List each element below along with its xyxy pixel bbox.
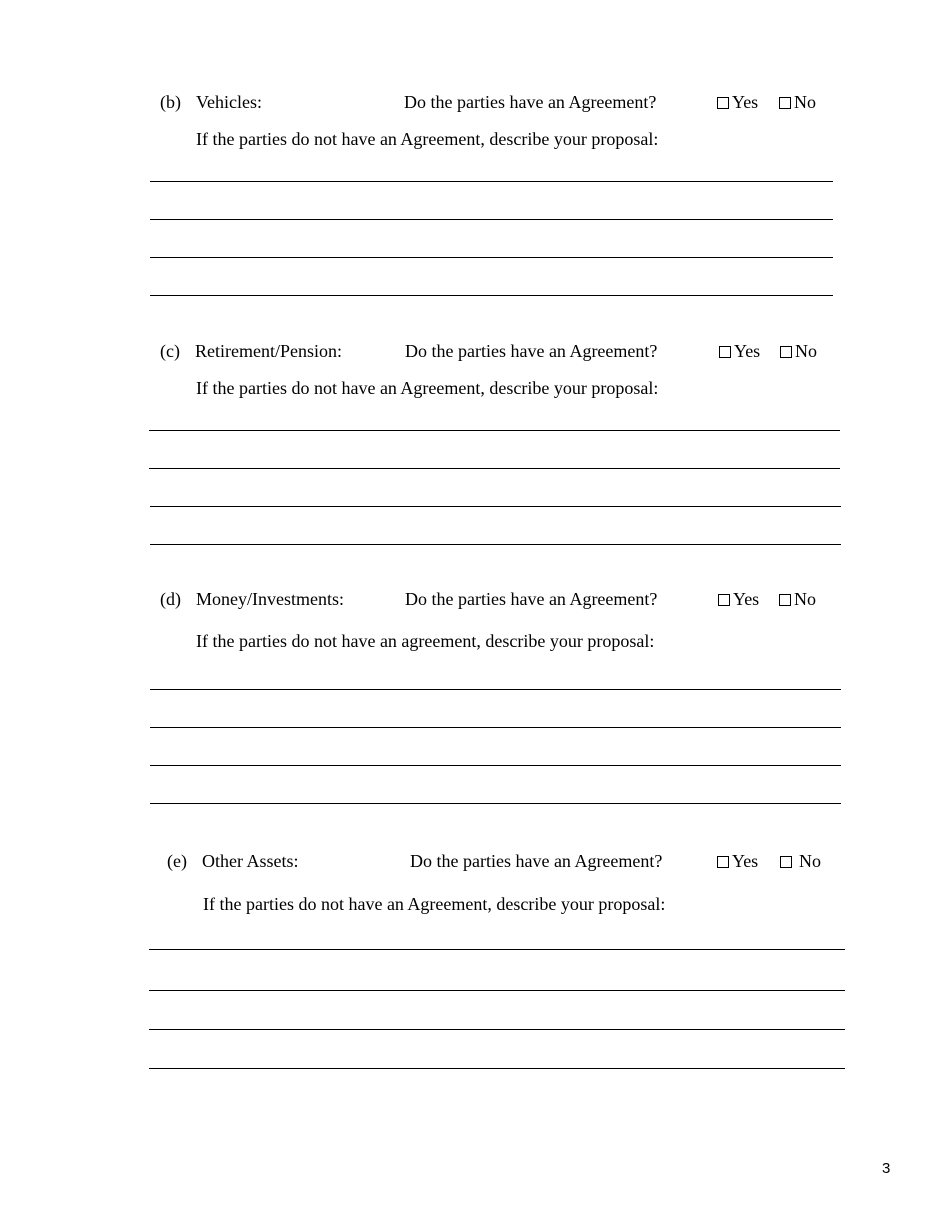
proposal-line-4[interactable] bbox=[149, 1068, 845, 1069]
proposal-line-1[interactable] bbox=[149, 430, 840, 431]
checkbox-square-icon bbox=[717, 856, 729, 868]
proposal-line-1[interactable] bbox=[150, 181, 833, 182]
agreement-question: Do the parties have an Agreement? bbox=[410, 851, 663, 871]
checkbox-square-icon bbox=[780, 856, 792, 868]
proposal-line-3[interactable] bbox=[150, 765, 841, 766]
section-label: Retirement/Pension: bbox=[195, 341, 342, 361]
proposal-line-2[interactable] bbox=[149, 468, 840, 469]
no-checkbox[interactable]: No bbox=[780, 341, 817, 361]
checkbox-square-icon bbox=[779, 594, 791, 606]
yes-checkbox[interactable]: Yes bbox=[717, 851, 758, 871]
agreement-question: Do the parties have an Agreement? bbox=[404, 92, 657, 112]
page-number: 3 bbox=[882, 1160, 891, 1177]
no-checkbox[interactable]: No bbox=[780, 851, 821, 871]
proposal-line-2[interactable] bbox=[149, 990, 845, 991]
proposal-line-4[interactable] bbox=[150, 544, 841, 545]
no-checkbox[interactable]: No bbox=[779, 92, 816, 112]
proposal-line-4[interactable] bbox=[150, 803, 841, 804]
checkbox-square-icon bbox=[717, 97, 729, 109]
proposal-line-2[interactable] bbox=[150, 727, 841, 728]
yes-checkbox[interactable]: Yes bbox=[718, 589, 759, 609]
proposal-line-2[interactable] bbox=[150, 219, 833, 220]
checkbox-square-icon bbox=[718, 594, 730, 606]
proposal-line-3[interactable] bbox=[150, 506, 841, 507]
proposal-line-1[interactable] bbox=[150, 689, 841, 690]
yes-checkbox[interactable]: Yes bbox=[719, 341, 760, 361]
agreement-question: Do the parties have an Agreement? bbox=[405, 341, 658, 361]
checkbox-square-icon bbox=[780, 346, 792, 358]
proposal-instruction: If the parties do not have an agreement, describe your proposal: bbox=[196, 631, 655, 651]
checkbox-square-icon bbox=[779, 97, 791, 109]
section-letter: (d) bbox=[160, 589, 181, 609]
proposal-instruction: If the parties do not have an Agreement, describe your proposal: bbox=[196, 378, 659, 398]
proposal-instruction: If the parties do not have an Agreement, describe your proposal: bbox=[196, 129, 659, 149]
section-label: Vehicles: bbox=[196, 92, 262, 112]
yes-checkbox[interactable]: Yes bbox=[717, 92, 758, 112]
proposal-line-4[interactable] bbox=[150, 295, 833, 296]
section-letter: (c) bbox=[160, 341, 180, 361]
proposal-line-3[interactable] bbox=[150, 257, 833, 258]
checkbox-square-icon bbox=[719, 346, 731, 358]
proposal-line-3[interactable] bbox=[149, 1029, 845, 1030]
proposal-instruction: If the parties do not have an Agreement, describe your proposal: bbox=[203, 894, 666, 914]
no-checkbox[interactable]: No bbox=[779, 589, 816, 609]
section-label: Other Assets: bbox=[202, 851, 299, 871]
section-letter: (b) bbox=[160, 92, 181, 112]
section-letter: (e) bbox=[167, 851, 187, 871]
section-label: Money/Investments: bbox=[196, 589, 344, 609]
agreement-question: Do the parties have an Agreement? bbox=[405, 589, 658, 609]
proposal-line-1[interactable] bbox=[149, 949, 845, 950]
